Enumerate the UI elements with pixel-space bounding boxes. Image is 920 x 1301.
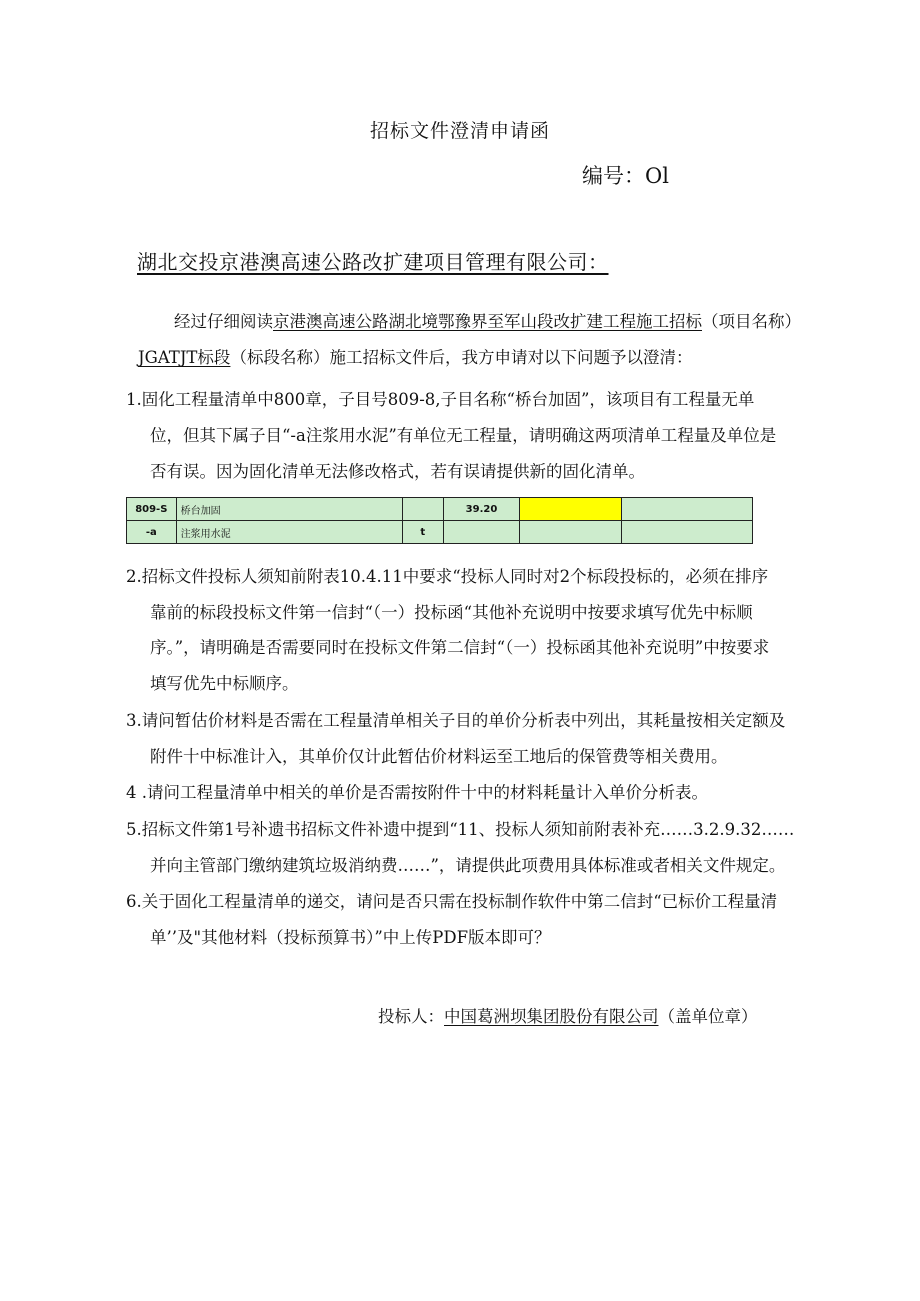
intro-line-2 — [138, 344, 692, 368]
highlighted-cell — [519, 498, 621, 521]
question-3-line-1: 3.请问暂估价材料是否需在工程量清单相关子目的单价分析表中列出，其耗量按相关定额及 — [126, 711, 786, 730]
document-number-label: 编号： — [582, 164, 645, 188]
question-6-line-1: 6.关于固化工程量清单的递交，请问是否只需在投标制作软件中第二信封“已标价工程量清 — [126, 892, 778, 911]
document-title: 招标文件澄清申请函 — [369, 120, 550, 142]
project-label: （项目名称） — [702, 312, 801, 331]
question-2-line-1: 2.招标文件投标人须知前附表10.4.11中要求“投标人同时对2个标段投标的，必须在排序 — [126, 567, 769, 586]
item-qty-cell — [444, 521, 520, 544]
question-1-line-1: 1.固化工程量清单中800章，子目号809-8,子目名称“桥台加固”，该项目有工程量无单 — [126, 390, 755, 409]
intro-line-2-rest: （标段名称）施工招标文件后，我方申请对以下问题予以澄清： — [230, 348, 693, 367]
item-qty-cell: 39.20 — [444, 498, 520, 521]
item-code-cell: -a — [127, 521, 177, 544]
document-number — [582, 160, 669, 190]
item-name-cell: 注浆用水泥 — [176, 521, 402, 544]
table-row — [127, 521, 753, 544]
question-1-line-3: 否有误。因为固化清单无法修改格式，若有误请提供新的固化清单。 — [150, 462, 645, 481]
question-1-line-2: 位，但其下属子目“-a注浆用水泥”有单位无工程量，请明确这两项清单工程量及单位是 — [150, 426, 777, 445]
intro-line-1 — [174, 308, 801, 332]
question-2-line-3: 序。”，请明确是否需要同时在投标文件第二信封“（一）投标函其他补充说明”中按要求 — [150, 638, 770, 657]
item-extra-cell — [519, 521, 621, 544]
question-6-line-2: 单’’及"其他材料（投标预算书）”中上传PDF版本即可？ — [150, 928, 551, 947]
intro-prefix: 经过仔细阅读 — [174, 312, 273, 331]
bidder-signature — [378, 1003, 758, 1027]
item-unit-cell: t — [402, 521, 444, 544]
document-number-value: Ol — [645, 164, 669, 188]
question-5-line-2: 并向主管部门缴纳建筑垃圾消纳费……”，请提供此项费用具体标准或者相关文件规定。 — [150, 856, 786, 875]
item-code-cell: 809-S — [127, 498, 177, 521]
question-5-line-1: 5.招标文件第1号补遗书招标文件补遗中提到“11、投标人须知前附表补充……3.2.9.32…… — [126, 820, 795, 839]
bill-of-quantities-table — [126, 497, 753, 544]
bidder-label: 投标人： — [378, 1007, 444, 1026]
item-unit-cell — [402, 498, 444, 521]
section-name: JGATJT标段 — [138, 348, 231, 367]
question-4-line-1: 4 .请问工程量清单中相关的单价是否需按附件十中的材料耗量计入单价分析表。 — [126, 783, 708, 802]
question-3-line-2: 附件十中标准计入，其单价仅计此暂估价材料运至工地后的保管费等相关费用。 — [150, 747, 728, 766]
item-extra-cell — [622, 498, 753, 521]
question-2-line-2: 靠前的标段投标文件第一信封“（一）投标函“其他补充说明中按要求填写优先中标顺 — [150, 603, 753, 622]
project-name: 京港澳高速公路湖北境鄂豫界至军山段改扩建工程施工招标 — [273, 312, 702, 331]
addressee: 湖北交投京港澳高速公路改扩建项目管理有限公司： — [137, 250, 609, 274]
bidder-seal-note: （盖单位章） — [658, 1007, 758, 1026]
item-name-cell: 桥台加固 — [176, 498, 402, 521]
item-extra-cell — [622, 521, 753, 544]
question-2-line-4: 填写优先中标顺序。 — [150, 674, 299, 693]
table-row — [127, 498, 753, 521]
bidder-company: 中国葛洲坝集团股份有限公司 — [444, 1007, 659, 1026]
